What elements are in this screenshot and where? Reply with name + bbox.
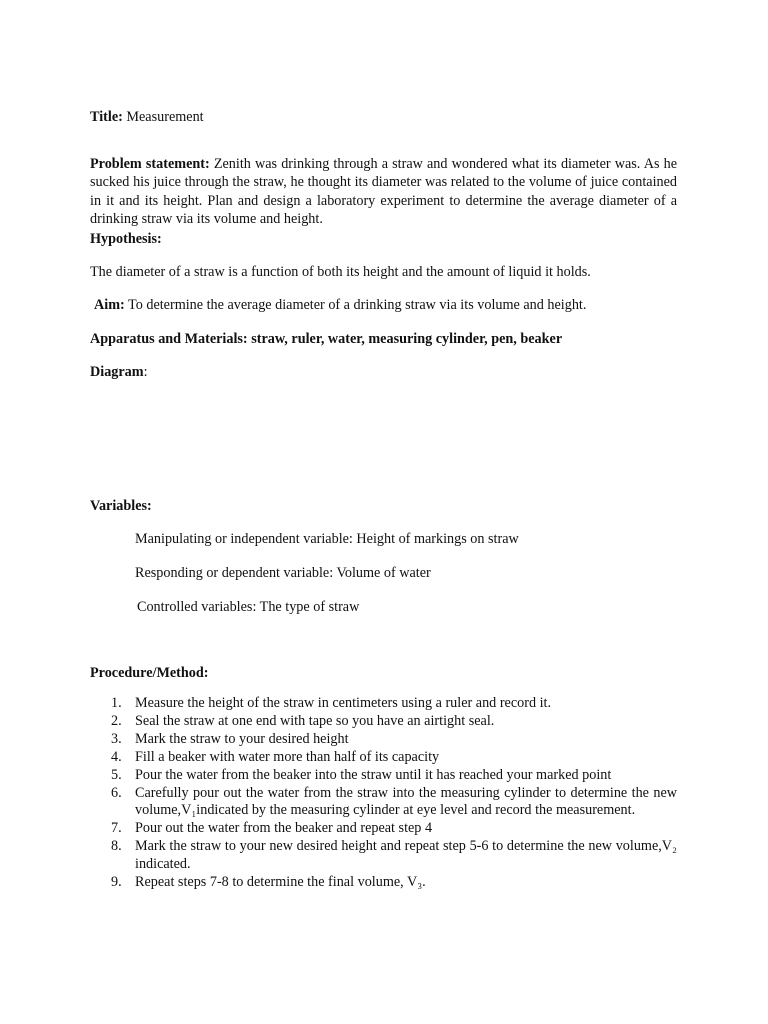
- apparatus-line: [90, 330, 677, 348]
- title-value: Measurement: [126, 109, 204, 125]
- procedure-label: Procedure/Method:: [90, 665, 209, 681]
- aim-line: [94, 296, 681, 314]
- procedure-steps: [90, 695, 677, 892]
- apparatus-text: straw, ruler, water, measuring cylinder, pen, beaker: [251, 331, 563, 347]
- list-item: 6. Carefully pour out the water from the straw into the measuring cylinder to determine the new volume,V₁indicated by the measuring cylinder at eye level and record the measurement.: [111, 784, 677, 819]
- diagram-area: [90, 386, 677, 486]
- variables-label: Variables:: [90, 498, 152, 514]
- variables-heading: [90, 497, 677, 515]
- manipulating-variable: Manipulating or independent variable: Height of markings on straw: [135, 531, 519, 547]
- problem-label: Problem statement:: [90, 156, 210, 173]
- problem-text: Zenith was drinking through a straw and wondered what its diameter was. As he sucked his juice through the straw, he thought its diameter was related to the volume of juice contained in it and its height. Plan and design a laboratory experiment to determine the average diameter of a drinking straw via its volume and height.: [90, 156, 677, 227]
- controlled-variable: Controlled variables: The type of straw: [137, 599, 360, 615]
- responding-variable: Responding or dependent variable: Volume of water: [135, 565, 431, 581]
- diagram-colon: :: [143, 364, 148, 380]
- list-item: 7. Pour out the water from the beaker and repeat step 4: [111, 820, 433, 837]
- problem-statement: [90, 155, 677, 228]
- list-item: 3. Mark the straw to your desired height: [111, 730, 349, 747]
- title-line: [90, 108, 677, 126]
- hypothesis-text: The diameter of a straw is a function of both its height and the amount of liquid it holds.: [90, 264, 591, 280]
- hypothesis-label: Hypothesis:: [90, 231, 162, 247]
- list-item: 1. Measure the height of the straw in centimeters using a ruler and record it.: [111, 695, 552, 711]
- list-item: 2. Seal the straw at one end with tape so you have an airtight seal.: [111, 712, 495, 729]
- list-item: 8. Mark the straw to your new desired height and repeat step 5-6 to determine the new volume,V₂ indicated.: [111, 838, 677, 873]
- list-item: 4. Fill a beaker with water more than half of its capacity: [111, 748, 440, 765]
- list-item: 9. Repeat steps 7-8 to determine the final volume, V₃.: [111, 874, 426, 891]
- diagram-label: Diagram: [90, 364, 144, 380]
- list-item: 5. Pour the water from the beaker into the straw until it has reached your marked point: [111, 766, 612, 783]
- aim-text: To determine the average diameter of a drinking straw via its volume and height.: [128, 297, 587, 313]
- aim-label: Aim:: [94, 297, 125, 313]
- procedure-heading: [90, 664, 677, 682]
- apparatus-label: Apparatus and Materials:: [90, 331, 248, 347]
- hypothesis-heading: [90, 230, 677, 248]
- diagram-heading: [90, 363, 677, 381]
- title-label: Title:: [90, 109, 123, 125]
